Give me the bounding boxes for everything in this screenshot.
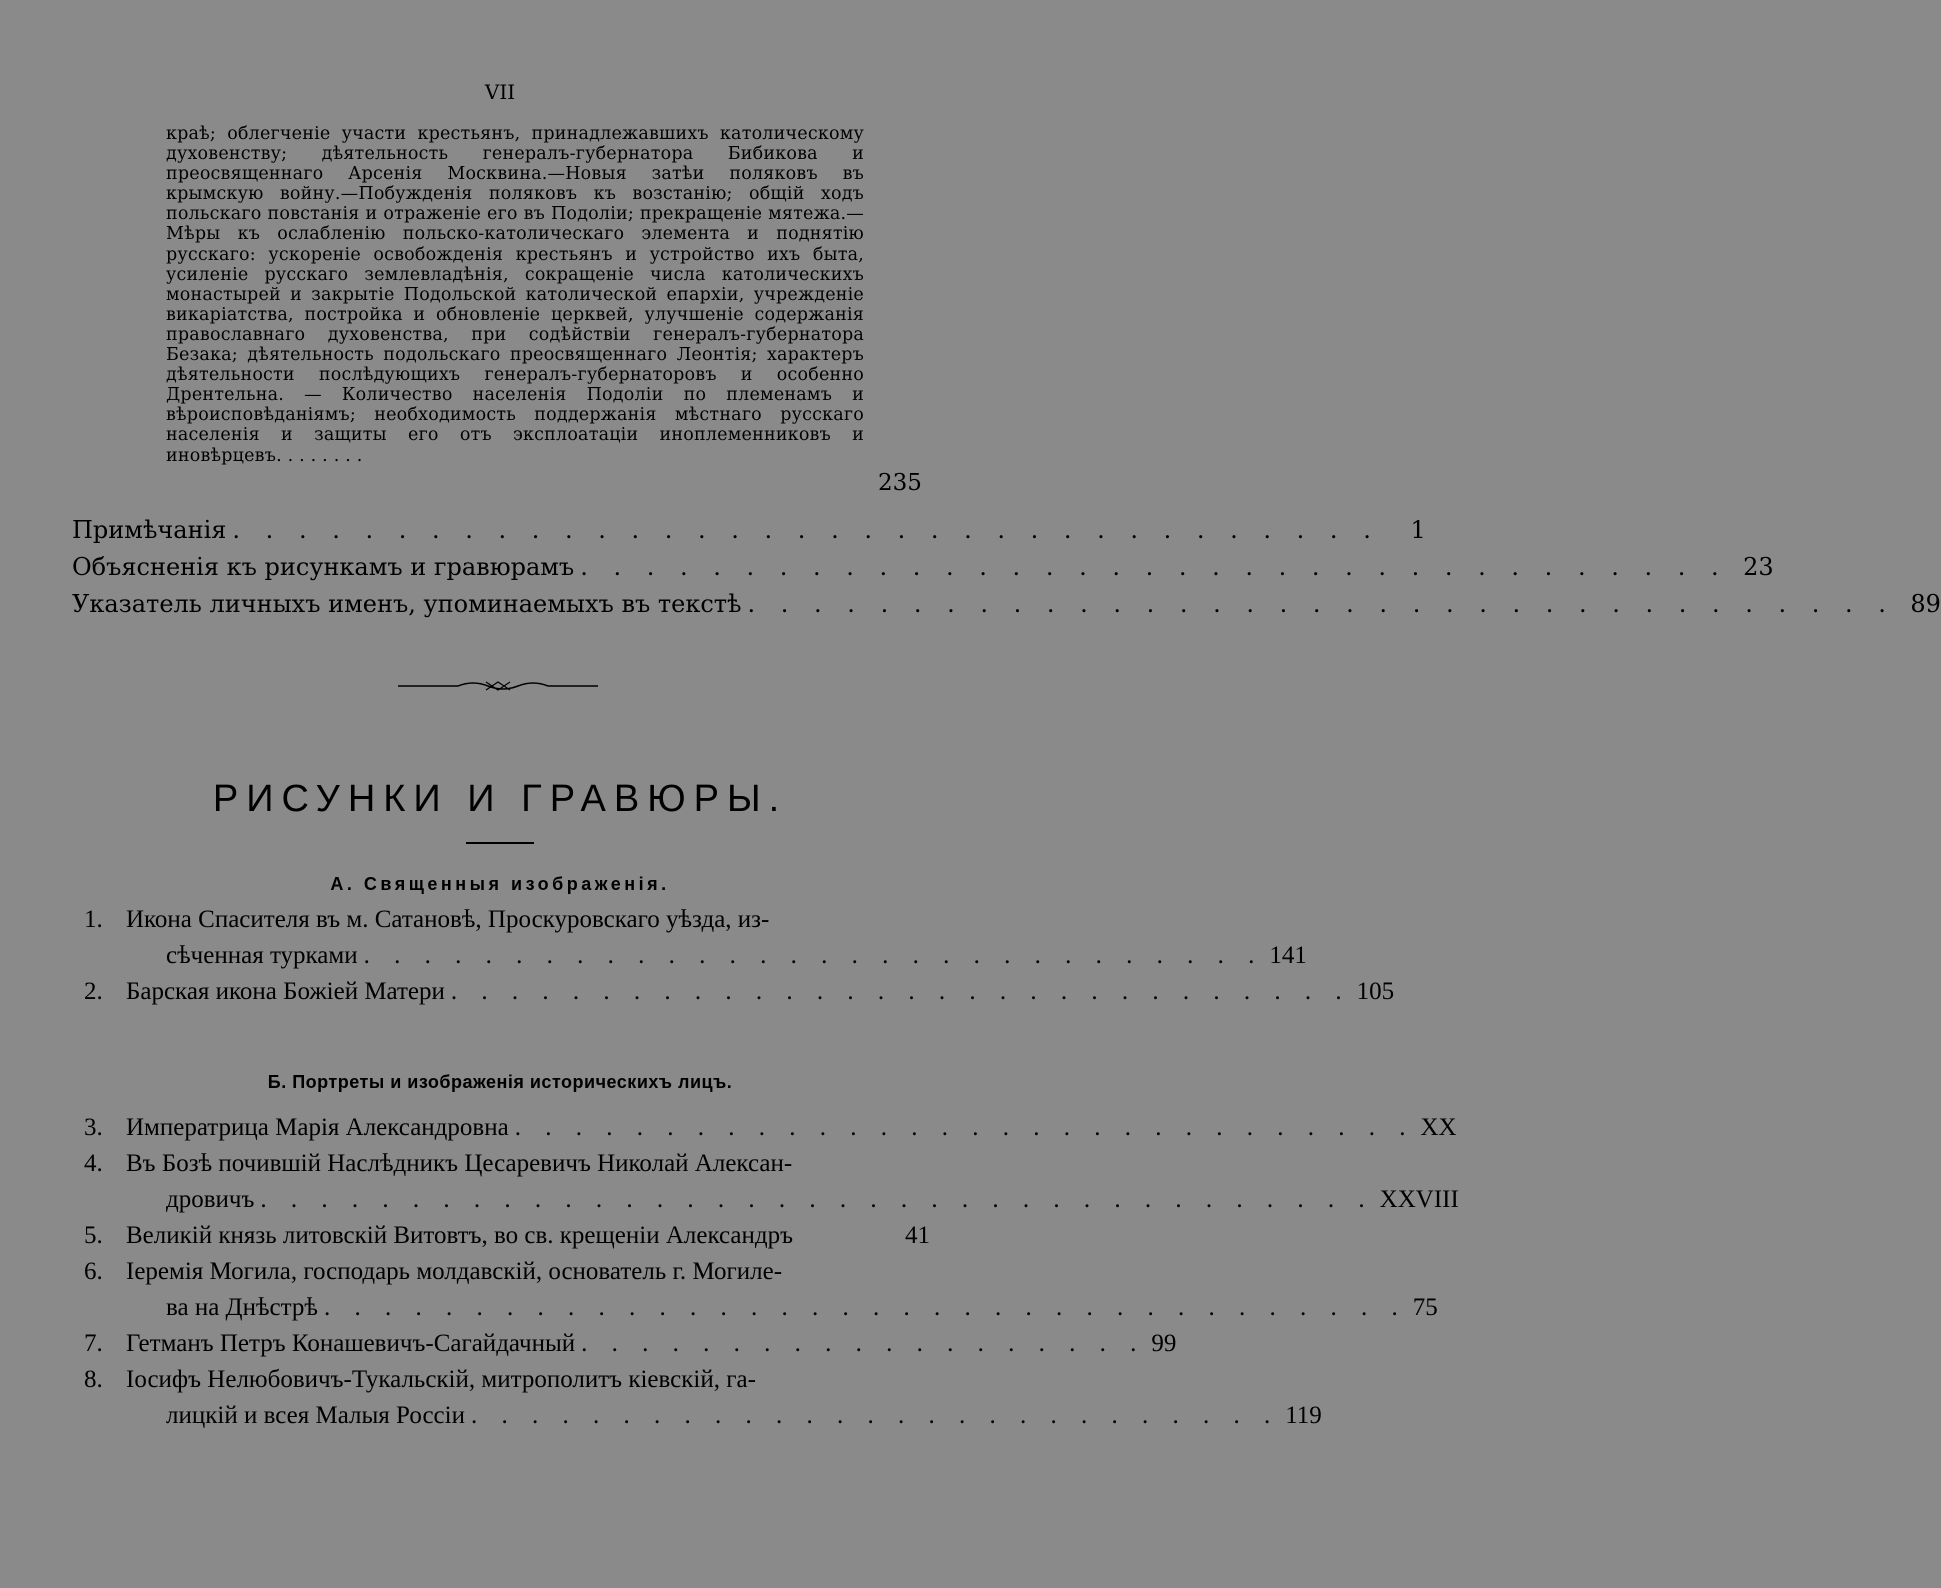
toc-entry-index xyxy=(72,590,1941,618)
item-text: Императрица Марія Александровна xyxy=(126,1114,509,1141)
item-text-continued: сѣченная турками xyxy=(166,942,358,969)
list-item xyxy=(84,1326,1177,1362)
ornament-divider xyxy=(398,676,598,696)
title-rule xyxy=(466,842,534,844)
item-page: 105 xyxy=(1356,978,1395,1005)
list-item xyxy=(84,1110,1457,1146)
toc-label: Указатель личныхъ именъ, упоминаемыхъ въ текстѣ xyxy=(72,590,742,618)
toc-entry-explanations xyxy=(72,553,1774,581)
toc-entry-notes xyxy=(72,516,1426,544)
list-item xyxy=(84,1218,930,1254)
toc-page: 89 xyxy=(1910,590,1941,618)
item-text: Великій князь литовскій Витовтъ, во св. крещеніи Александръ xyxy=(126,1222,794,1249)
item-leader: . . . . . . . . . . . . . . . . . . . . . . . . . . . . . . . . . . . . . xyxy=(260,1186,1374,1213)
item-number: 5. xyxy=(84,1222,103,1249)
item-number: 8. xyxy=(84,1366,103,1393)
toc-page: 23 xyxy=(1743,553,1774,581)
intro-paragraph: краѣ; облегченіе участи крестьянъ, принадлежавшихъ католическому духовенству; дѣятельность генералъ-губернатора Бибикова и преосвященнаго Арсенія Москвина.—Новыя затѣи поляковъ въ крымскую войну.—Побужденія поляковъ къ возстанію; общій ходъ польскаго повстанія и отраженіе его въ Подоліи; прекращеніе мятежа.—Мѣры къ ослабленію польско-католическаго элемента и поднятію русскаго: ускореніе освобожденія крестьянъ и устройство ихъ быта, усиленіе русскаго землевладѣнія, сокращеніе числа католическихъ монастырей и закрытіе Подольской католической епархіи, учрежденіе викаріатства, постройка и обновленіе церквей, улучшеніе содержанія православнаго духовенства, при содѣйствіи генералъ-губернатора Безака; дѣятельность подольскаго преосвященнаго Леонтія; характеръ дѣятельности послѣдующихъ генералъ-губернаторовъ и особенно Дрентельна. — Количество населенія Подоліи по племенамъ и вѣроисповѣданіямъ; необходимость поддержанія мѣстнаго русскаго населенія и защиты его отъ эксплоатаціи иноплеменниковъ и иновѣрцевъ. . . . . . . . xyxy=(166,124,864,466)
item-page: XXVIII xyxy=(1379,1186,1459,1213)
item-page: 99 xyxy=(1151,1330,1177,1357)
toc-leader: . . . . . . . . . . . . . . . . . . . . . . . . . . . . . . . . . . . xyxy=(580,553,1728,581)
list-item xyxy=(84,1362,1322,1434)
toc-label: Примѣчанія xyxy=(72,516,227,544)
item-page: 141 xyxy=(1269,942,1307,969)
item-page: XX xyxy=(1420,1114,1457,1141)
toc-leader: . . . . . . . . . . . . . . . . . . . . . . . . . . . . . . . . . . . xyxy=(747,590,1895,618)
list-item xyxy=(84,974,1395,1010)
item-leader: . . . . . . . . . . . . . . . . . . . xyxy=(581,1330,1146,1357)
item-text: Въ Бозѣ почившій Наслѣдникъ Цесаревичъ Николай Алексан- xyxy=(126,1150,793,1177)
item-text: Барская икона Божіей Матери xyxy=(126,978,445,1005)
item-page: 119 xyxy=(1285,1402,1322,1429)
toc-page: 1 xyxy=(1410,516,1426,544)
item-leader: . . . . . . . . . . . . . . . . . . . . . . . . . . . . . . xyxy=(450,978,1351,1005)
item-page: 75 xyxy=(1412,1294,1438,1321)
item-text: Гетманъ Петръ Конашевичъ-Сагайдачный xyxy=(126,1330,576,1357)
item-number: 1. xyxy=(84,906,103,933)
toc-leader: . . . . . . . . . . . . . . . . . . . . . . . . . . . . . . . . . . . xyxy=(232,516,1380,544)
item-leader: . . . . . . . . . . . . . . . . . . . . . . . . . . . xyxy=(470,1402,1280,1429)
item-text: Икона Спасителя въ м. Сатановѣ, Проскуровскаго уѣзда, из- xyxy=(126,906,770,933)
item-text-continued: лицкій и всея Малыя Россіи xyxy=(166,1402,465,1429)
item-leader: . . . . . . . . . . . . . . . . . . . . . . . . . . . . . . . . . . . . xyxy=(323,1294,1407,1321)
item-text-continued: дровичъ xyxy=(166,1186,255,1213)
list-item xyxy=(84,902,1307,974)
subsection-heading-b: Б. Портреты и изображенія историческихъ лицъ. xyxy=(267,1072,733,1092)
item-number: 7. xyxy=(84,1330,103,1357)
toc-label: Объясненія къ рисункамъ и гравюрамъ xyxy=(72,553,575,581)
item-number: 3. xyxy=(84,1114,103,1141)
item-leader: . . . . . . . . . . . . . . . . . . . . . . . . . . . . . . xyxy=(514,1114,1415,1141)
list-item xyxy=(84,1146,1459,1218)
item-number: 2. xyxy=(84,978,103,1005)
item-text-continued: ва на Днѣстрѣ xyxy=(166,1294,318,1321)
intro-page-number: 235 xyxy=(878,470,922,496)
item-text: Іосифъ Нелюбовичъ-Тукальскій, митрополитъ кіевскій, га- xyxy=(126,1366,756,1393)
item-text: Іеремія Могила, господарь молдавскій, основатель г. Могиле- xyxy=(126,1258,783,1285)
list-item xyxy=(84,1254,1438,1326)
page-number: VII xyxy=(484,80,516,104)
section-title: РИСУНКИ И ГРАВЮРЫ. xyxy=(212,778,788,820)
subsection-heading-a: А. Священныя изображенія. xyxy=(330,874,670,894)
item-number: 4. xyxy=(84,1150,103,1177)
item-page: 41 xyxy=(905,1222,930,1249)
item-number: 6. xyxy=(84,1258,103,1285)
item-leader: . . . . . . . . . . . . . . . . . . . . . . . . . . . . . . xyxy=(363,942,1264,969)
